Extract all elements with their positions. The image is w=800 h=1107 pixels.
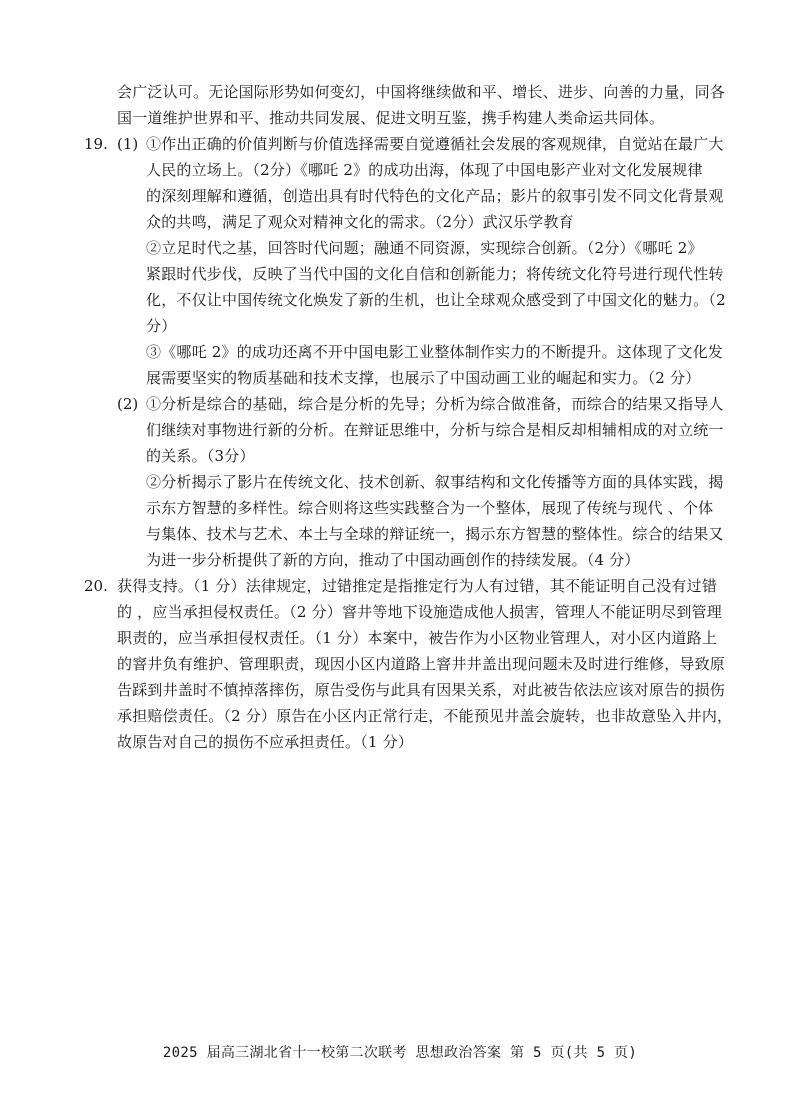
q19-part1-line: 紧跟时代步伐，反映了当代中国的文化自信和创新能力；将传统文化符号进行现代性转 — [146, 265, 724, 283]
q19-part1-line: 众的共鸣，满足了观众对精神文化的需求。（2分）武汉乐学教育 — [146, 213, 574, 231]
q19-part1-line: 展需要坚实的物质基础和技术支撑，也展示了中国动画工业的崛起和实力。（2 分） — [146, 369, 701, 387]
q19-part2-line: 与集体、技术与艺术、本土与全球的辩证统一，揭示东方智慧的整体性。综合的结果又 — [146, 525, 724, 543]
q20-line: 的窨井负有维护、管理职责，现因小区内道路上窨井井盖出现问题未及时进行维修，导致原 — [117, 655, 726, 673]
intro-line: 会广泛认可。无论国际形势如何变幻，中国将继续做和平、增长、进步、向善的力量，同各 — [117, 83, 726, 101]
q20-line: 获得支持。（1 分）法律规定，过错推定是指推定行为人有过错，其不能证明自己没有过错 — [117, 577, 718, 595]
q19-part1-line: 的深刻理解和遵循，创造出具有时代特色的文化产品；影片的叙事引发不同文化背景观 — [146, 187, 724, 205]
q19-part2-line: 的关系。（3分） — [146, 447, 255, 465]
q19-part2-line: 们继续对事物进行新的分析。在辩证思维中，分析与综合是相反却相辅相成的对立统一 — [146, 421, 724, 439]
q19-part2-line: 为进一步分析提供了新的方向，推动了中国动画创作的持续发展。（4 分） — [146, 551, 640, 569]
q19-part2-line: ②分析揭示了影片在传统文化、技术创新、叙事结构和文化传播等方面的具体实践，揭 — [146, 473, 724, 491]
q19-part2-line: ①分析是综合的基础，综合是分析的先导；分析为综合做准备，而综合的结果又指导人 — [146, 395, 724, 413]
q19-part2-label: (2) — [117, 395, 139, 413]
q19-part1-line: ③《哪吒 2》的成功还离不开中国电影工业整体制作实力的不断提升。这体现了文化发 — [146, 343, 724, 361]
q19-part1-line: ②立足时代之基，回答时代问题；融通不同资源，实现综合创新。（2分）《哪吒 2》 — [146, 239, 703, 257]
q20-line: 故原告对自己的损伤不应承担责任。（1 分） — [117, 733, 414, 751]
q19-part1-line: 人民的立场上。（2分）《哪吒 2》的成功出海，体现了中国电影产业对文化发展规律 — [146, 161, 703, 179]
q19-part2-line: 示东方智慧的多样性。综合则将这些实践整合为一个整体，展现了传统与现代 、个体 — [146, 499, 714, 517]
q20-line: 告踩到井盖时不慎掉落摔伤，原告受伤与此具有因果关系，对此被告依法应该对原告的损伤 — [117, 681, 726, 699]
q20-line: 职责的，应当承担侵权责任。（1 分）本案中，被告作为小区物业管理人，对小区内道路上 — [117, 629, 718, 647]
q19-part1-label: (1) — [117, 135, 139, 153]
page-footer: 2025 届高三湖北省十一校第二次联考 思想政治答案 第 5 页(共 5 页) — [162, 1045, 638, 1061]
q20-line: 承担赔偿责任。（2 分）原告在小区内正常行走，不能预见井盖会旋转，也非故意坠入井内， — [117, 707, 733, 725]
q19-part1-line: 化，不仅让中国传统文化焕发了新的生机，也让全球观众感受到了中国文化的魅力。（2 — [146, 291, 726, 309]
question-number-19: 19. — [84, 135, 108, 153]
question-number-20: 20. — [84, 577, 108, 595]
q20-line: 的 ，应当承担侵权责任。（2 分）窨井等地下设施造成他人损害，管理人不能证明尽到管理 — [117, 603, 722, 621]
q19-part1-line: 分） — [146, 317, 177, 335]
q19-part1-line: ①作出正确的价值判断与价值选择需要自觉遵循社会发展的客观规律，自觉站在最广大 — [146, 135, 724, 153]
intro-line: 国一道维护世界和平、推动共同发展、促进文明互鉴，携手构建人类命运共同体。 — [117, 109, 665, 127]
